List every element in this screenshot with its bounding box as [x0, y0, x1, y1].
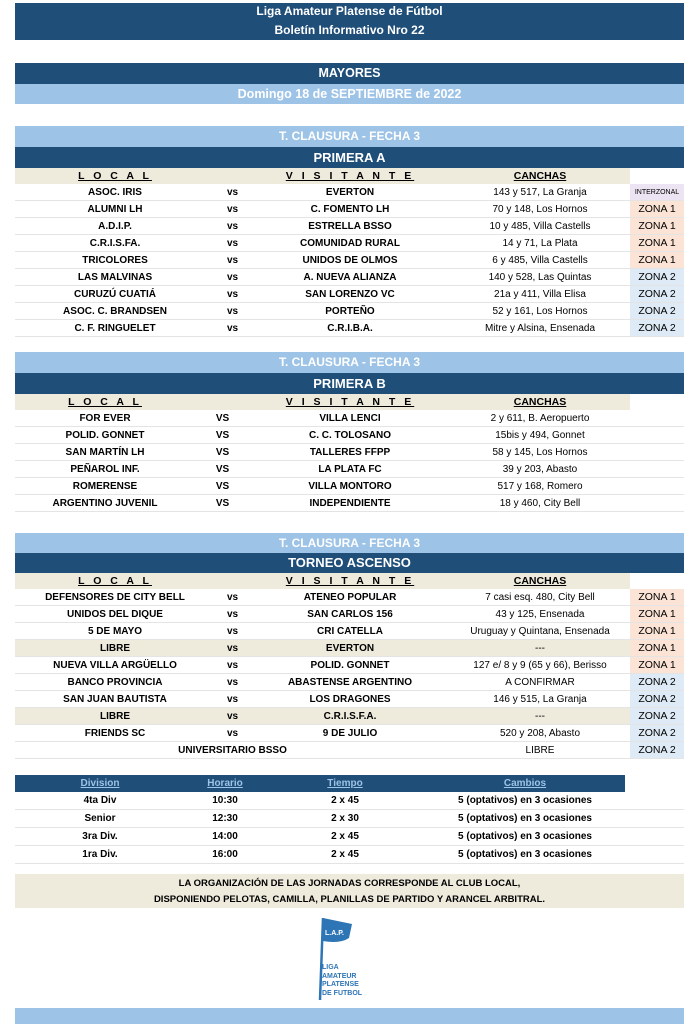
zona-badge: ZONA 2 [630, 286, 684, 303]
vs-label: VS [195, 444, 250, 461]
cambios-cell: 5 (optativos) en 3 ocasiones [425, 828, 625, 846]
col-cambios: Cambios [425, 775, 625, 792]
table-row [15, 320, 684, 337]
vs-label: vs [215, 674, 250, 691]
tiempo-cell: 2 x 45 [265, 846, 425, 864]
local-team: POLID. GONNET [15, 427, 195, 444]
local-team: C. F. RINGUELET [15, 320, 215, 337]
col-canchas: CANCHAS [450, 168, 630, 184]
local-team: ROMERENSE [15, 478, 195, 495]
division-banner-primera-a: PRIMERA A [15, 147, 684, 168]
zona-badge: ZONA 2 [630, 303, 684, 320]
col-visitante: V I S I T A N T E [250, 573, 450, 589]
schedule-row [15, 810, 684, 828]
vs-label: vs [215, 184, 250, 201]
schedule-row [15, 792, 684, 810]
vs-label: vs [215, 606, 250, 623]
league-title: Liga Amateur Platense de Fútbol [15, 3, 684, 20]
visitor-team: POLID. GONNET [250, 657, 450, 674]
visitor-team: A. NUEVA ALIANZA [250, 269, 450, 286]
fixture-table-primera-b [15, 394, 684, 512]
table-row [15, 410, 684, 427]
spacer-cell [625, 846, 684, 864]
free-team: UNIVERSITARIO BSSO [15, 742, 450, 759]
col-local: L O C A L [15, 168, 215, 184]
visitor-team: VILLA MONTORO [250, 478, 450, 495]
cancha-address: 140 y 528, Las Quintas [450, 269, 630, 286]
cancha-address: 10 y 485, Villa Castells [450, 218, 630, 235]
zona-badge: ZONA 2 [630, 320, 684, 337]
visitor-team: C. C. TOLOSANO [250, 427, 450, 444]
division-cell: 3ra Div. [15, 828, 185, 846]
vs-label: vs [215, 691, 250, 708]
zona-badge [630, 495, 684, 512]
local-team: ASOC. IRIS [15, 184, 215, 201]
table-row [15, 184, 684, 201]
table-row [15, 218, 684, 235]
zona-badge [630, 478, 684, 495]
vs-label: vs [215, 589, 250, 606]
visitor-team: LA PLATA FC [250, 461, 450, 478]
zona-badge: ZONA 2 [630, 725, 684, 742]
table-row [15, 640, 684, 657]
local-team: PEÑAROL INF. [15, 461, 195, 478]
local-team: ALUMNI LH [15, 201, 215, 218]
local-team: LAS MALVINAS [15, 269, 215, 286]
visitor-team: LOS DRAGONES [250, 691, 450, 708]
zona-badge: ZONA 1 [630, 252, 684, 269]
cancha-address: A CONFIRMAR [450, 674, 630, 691]
vs-label: VS [195, 410, 250, 427]
vs-label: vs [215, 708, 250, 725]
cancha-address: 7 casi esq. 480, City Bell [450, 589, 630, 606]
division-banner-ascenso: TORNEO ASCENSO [15, 553, 684, 573]
flag-text: L.A.P. [325, 930, 344, 937]
vs-label: vs [215, 303, 250, 320]
schedule-header [15, 775, 684, 792]
vs-label: vs [215, 269, 250, 286]
table-row [15, 606, 684, 623]
local-team: LIBRE [15, 640, 215, 657]
visitor-team: SAN CARLOS 156 [250, 606, 450, 623]
col-local: L O C A L [15, 394, 195, 410]
col-horario: Horario [185, 775, 265, 792]
schedule-table [15, 775, 684, 864]
horario-cell: 10:30 [185, 792, 265, 810]
local-team: C.R.I.S.FA. [15, 235, 215, 252]
cancha-address: 127 e/ 8 y 9 (65 y 66), Berisso [450, 657, 630, 674]
local-team: CURUZÚ CUATIÁ [15, 286, 215, 303]
visitor-team: COMUNIDAD RURAL [250, 235, 450, 252]
local-team: FRIENDS SC [15, 725, 215, 742]
cancha-address: 520 y 208, Abasto [450, 725, 630, 742]
organization-note [15, 874, 684, 908]
free-row [15, 742, 684, 759]
col-vs [215, 573, 250, 589]
zona-badge: ZONA 1 [630, 623, 684, 640]
bulletin-number: Boletín Informativo Nro 22 [15, 20, 684, 40]
cambios-cell: 5 (optativos) en 3 ocasiones [425, 846, 625, 864]
division-cell: 1ra Div. [15, 846, 185, 864]
zona-badge: ZONA 2 [630, 742, 684, 759]
table-row [15, 623, 684, 640]
vs-label: vs [215, 657, 250, 674]
visitor-team: CRI CATELLA [250, 623, 450, 640]
visitor-team: VILLA LENCI [250, 410, 450, 427]
footer-bar [15, 1008, 684, 1024]
visitor-team: C.R.I.S.F.A. [250, 708, 450, 725]
table-header [15, 394, 684, 410]
vs-label: vs [215, 640, 250, 657]
logo-text [322, 964, 362, 998]
cancha-address: --- [450, 708, 630, 725]
logo-line-3: PLATENSE [322, 981, 359, 988]
col-visitante: V I S I T A N T E [250, 394, 450, 410]
division-banner-primera-b: PRIMERA B [15, 373, 684, 394]
cambios-cell: 5 (optativos) en 3 ocasiones [425, 792, 625, 810]
cancha-address: 52 y 161, Los Hornos [450, 303, 630, 320]
zona-badge [630, 444, 684, 461]
table-row [15, 725, 684, 742]
local-team: ASOC. C. BRANDSEN [15, 303, 215, 320]
fixture-table-ascenso [15, 573, 684, 759]
col-canchas: CANCHAS [450, 394, 630, 410]
local-team: FOR EVER [15, 410, 195, 427]
vs-label: VS [195, 461, 250, 478]
cancha-address: 14 y 71, La Plata [450, 235, 630, 252]
logo-line-1: LIGA [322, 964, 339, 971]
tiempo-cell: 2 x 45 [265, 792, 425, 810]
cancha-address: 6 y 485, Villa Castells [450, 252, 630, 269]
tournament-banner-primera-b: T. CLAUSURA - FECHA 3 [15, 352, 684, 373]
table-row [15, 427, 684, 444]
table-row [15, 495, 684, 512]
vs-label: vs [215, 235, 250, 252]
table-row [15, 708, 684, 725]
table-row [15, 478, 684, 495]
schedule-row [15, 846, 684, 864]
table-row [15, 303, 684, 320]
zona-badge: ZONA 2 [630, 269, 684, 286]
table-row [15, 691, 684, 708]
zona-badge: ZONA 1 [630, 589, 684, 606]
cancha-address: 15bis y 494, Gonnet [450, 427, 630, 444]
visitor-team: ATENEO POPULAR [250, 589, 450, 606]
cambios-cell: 5 (optativos) en 3 ocasiones [425, 810, 625, 828]
visitor-team: UNIDOS DE OLMOS [250, 252, 450, 269]
visitor-team: EVERTON [250, 640, 450, 657]
cancha-address: 146 y 515, La Granja [450, 691, 630, 708]
visitor-team: TALLERES FFPP [250, 444, 450, 461]
local-team: ARGENTINO JUVENIL [15, 495, 195, 512]
zona-badge: ZONA 2 [630, 691, 684, 708]
cancha-address: 70 y 148, Los Hornos [450, 201, 630, 218]
col-canchas: CANCHAS [450, 573, 630, 589]
note-line-2: DISPONIENDO PELOTAS, CAMILLA, PLANILLAS DE PARTIDO Y ARANCEL ARBITRAL. [153, 894, 546, 905]
zona-badge: ZONA 2 [630, 708, 684, 725]
local-team: SAN MARTÍN LH [15, 444, 195, 461]
col-local: L O C A L [15, 573, 215, 589]
zona-badge: ZONA 1 [630, 640, 684, 657]
zona-badge: ZONA 1 [630, 606, 684, 623]
local-team: UNIDOS DEL DIQUE [15, 606, 215, 623]
tiempo-cell: 2 x 45 [265, 828, 425, 846]
col-zona [630, 168, 684, 184]
tournament-banner-ascenso: T. CLAUSURA - FECHA 3 [15, 533, 684, 553]
table-row [15, 286, 684, 303]
free-label: LIBRE [450, 742, 630, 759]
local-team: DEFENSORES DE CITY BELL [15, 589, 215, 606]
category-banner: MAYORES [15, 63, 684, 84]
visitor-team: C. FOMENTO LH [250, 201, 450, 218]
cancha-address: 39 y 203, Abasto [450, 461, 630, 478]
table-header [15, 168, 684, 184]
date-banner: Domingo 18 de SEPTIEMBRE de 2022 [15, 84, 684, 104]
table-row [15, 461, 684, 478]
col-vs [215, 168, 250, 184]
col-visitante: V I S I T A N T E [250, 168, 450, 184]
col-zona [630, 573, 684, 589]
cancha-address: 43 y 125, Ensenada [450, 606, 630, 623]
horario-cell: 16:00 [185, 846, 265, 864]
local-team: NUEVA VILLA ARGÜELLO [15, 657, 215, 674]
table-row [15, 201, 684, 218]
visitor-team: ESTRELLA BSSO [250, 218, 450, 235]
vs-label: vs [215, 252, 250, 269]
logo-line-2: AMATEUR [322, 972, 357, 980]
local-team: A.D.I.P. [15, 218, 215, 235]
table-row [15, 589, 684, 606]
local-team: 5 DE MAYO [15, 623, 215, 640]
spacer-cell [625, 810, 684, 828]
cancha-address: Mitre y Alsina, Ensenada [450, 320, 630, 337]
spacer-cell [625, 828, 684, 846]
col-division: Division [15, 775, 185, 792]
zona-badge: INTERZONAL [630, 184, 684, 201]
col-tiempo: Tiempo [265, 775, 425, 792]
visitor-team: INDEPENDIENTE [250, 495, 450, 512]
table-row [15, 252, 684, 269]
zona-badge: ZONA 1 [630, 218, 684, 235]
zona-badge: ZONA 2 [630, 674, 684, 691]
logo-line-4: DE FUTBOL [322, 989, 363, 997]
visitor-team: C.R.I.B.A. [250, 320, 450, 337]
tournament-banner-primera-a: T. CLAUSURA - FECHA 3 [15, 126, 684, 147]
visitor-team: ABASTENSE ARGENTINO [250, 674, 450, 691]
zona-badge: ZONA 1 [630, 235, 684, 252]
zona-badge [630, 410, 684, 427]
division-cell: Senior [15, 810, 185, 828]
table-row [15, 674, 684, 691]
table-row [15, 657, 684, 674]
table-row [15, 444, 684, 461]
visitor-team: PORTEÑO [250, 303, 450, 320]
col-zona [630, 394, 684, 410]
cancha-address: 143 y 517, La Granja [450, 184, 630, 201]
vs-label: vs [215, 201, 250, 218]
vs-label: vs [215, 320, 250, 337]
table-row [15, 235, 684, 252]
vs-label: VS [195, 427, 250, 444]
visitor-team: 9 DE JULIO [250, 725, 450, 742]
zona-badge [630, 427, 684, 444]
vs-label: vs [215, 623, 250, 640]
zona-badge: ZONA 1 [630, 201, 684, 218]
table-header [15, 573, 684, 589]
zona-badge [630, 461, 684, 478]
tiempo-cell: 2 x 30 [265, 810, 425, 828]
vs-label: VS [195, 478, 250, 495]
note-line-1: LA ORGANIZACIÓN DE LAS JORNADAS CORRESPONDE AL CLUB LOCAL, [178, 878, 521, 889]
cancha-address: 58 y 145, Los Hornos [450, 444, 630, 461]
col-vs [195, 394, 250, 410]
cancha-address: 517 y 168, Romero [450, 478, 630, 495]
cancha-address: 2 y 611, B. Aeropuerto [450, 410, 630, 427]
visitor-team: SAN LORENZO VC [250, 286, 450, 303]
local-team: SAN JUAN BAUTISTA [15, 691, 215, 708]
schedule-row [15, 828, 684, 846]
cancha-address: 18 y 460, City Bell [450, 495, 630, 512]
vs-label: VS [195, 495, 250, 512]
spacer-cell [625, 792, 684, 810]
visitor-team: EVERTON [250, 184, 450, 201]
horario-cell: 14:00 [185, 828, 265, 846]
cancha-address: --- [450, 640, 630, 657]
fixture-table-primera-a [15, 168, 684, 337]
zona-badge: ZONA 1 [630, 657, 684, 674]
vs-label: vs [215, 218, 250, 235]
cancha-address: 21a y 411, Villa Elisa [450, 286, 630, 303]
cancha-address: Uruguay y Quintana, Ensenada [450, 623, 630, 640]
local-team: TRICOLORES [15, 252, 215, 269]
local-team: BANCO PROVINCIA [15, 674, 215, 691]
table-row [15, 269, 684, 286]
division-cell: 4ta Div [15, 792, 185, 810]
horario-cell: 12:30 [185, 810, 265, 828]
vs-label: vs [215, 725, 250, 742]
vs-label: vs [215, 286, 250, 303]
local-team: LIBRE [15, 708, 215, 725]
